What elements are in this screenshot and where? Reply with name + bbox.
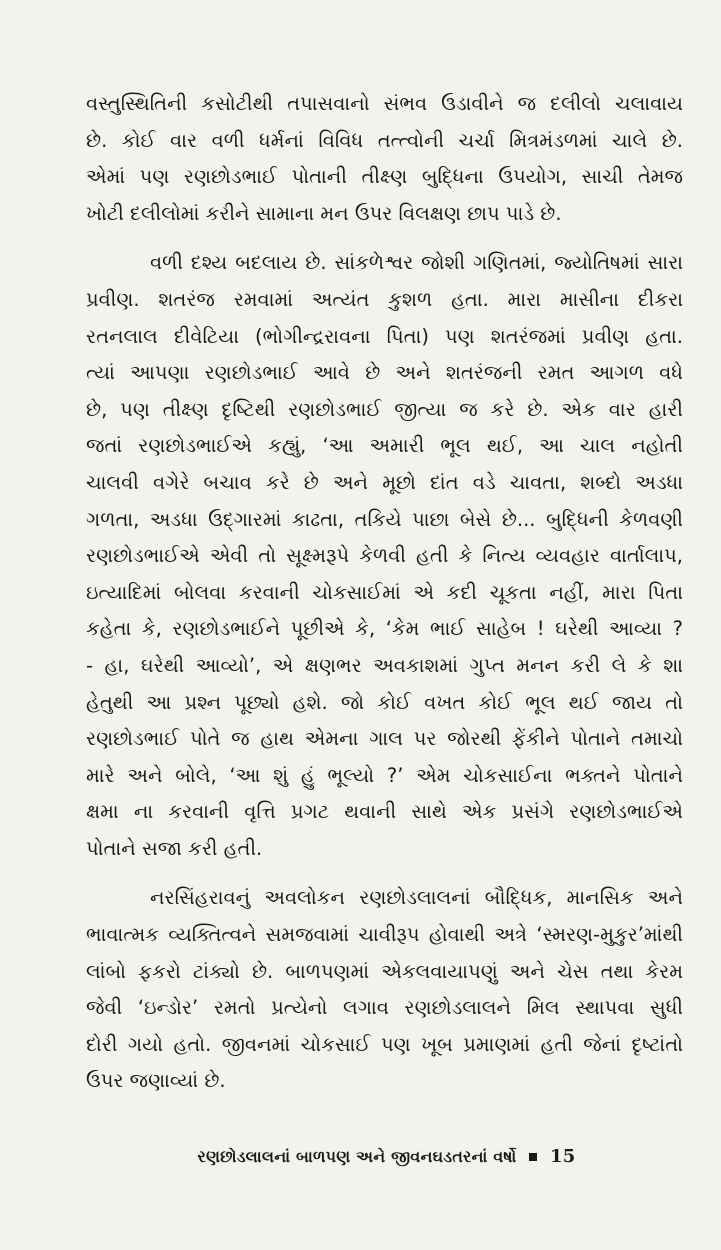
text-line: ખોટી દલીલોમાં કરીને સામાના મન ઉપર વિલક્ષણ છાપ પાડે છે. — [86, 201, 562, 225]
text-line: રતનલાલ દીવેટિયા (ભોગીન્દ્રરાવના પિતા) પણ શતરંજમાં પ્રવીણ હતા. — [86, 324, 683, 348]
page-number: 15 — [550, 1146, 576, 1167]
page-footer — [0, 1146, 721, 1167]
text-line: છે, પણ તીક્ષ્ણ દૃષ્ટિથી રણછોડભાઈ જીત્યા જ કરે છે. એક વાર હારી — [86, 397, 683, 421]
text-line: પોતાને સજા કરી હતી. — [86, 836, 263, 860]
text-line: ભાવાત્મક વ્યક્તિત્વને સમજવામાં ચાવીરૂપ હોવાથી અત્રે ‘સ્મરણ-મુકુર’માંથી — [86, 923, 683, 947]
square-bullet-icon — [529, 1153, 537, 1161]
paragraph-3 — [86, 880, 683, 1100]
text-line: ઇત્યાદિમાં બોલવા કરવાની ચોકસાઈમાં એ કદી ચૂકતા નહીં, મારા પિતા — [86, 580, 683, 604]
text-line: છે. કોઈ વાર વળી ધર્મનાં વિવિધ તત્ત્વોની ચર્ચા મિત્રમંડળમાં ચાલે છે. — [86, 128, 683, 152]
paragraph-2 — [86, 245, 683, 867]
text-line: એમાં પણ રણછોડભાઈ પોતાની તીક્ષ્ણ બુદ્ધિના ઉપયોગ, સાચી તેમજ — [86, 165, 683, 189]
text-line: પ્રવીણ. શતરંજ રમવામાં અત્યંત કુશળ હતા. મારા માસીના દીકરા — [86, 287, 683, 311]
text-line: ક્ષમા ના કરવાની વૃત્તિ પ્રગટ થવાની સાથે એક પ્રસંગે રણછોડભાઈએ — [86, 800, 683, 824]
text-line: લાંબો ફકરો ટાંક્યો છે. બાળપણમાં એકલવાયાપણું અને ચેસ તથા કેરમ — [86, 959, 683, 983]
text-line: ઉપર જણાવ્યાં છે. — [86, 1069, 226, 1093]
running-title: રણછોડલાલનાં બાળપણ અને જીવનઘડતરનાં વર્ષો — [197, 1147, 517, 1166]
text-line: વળી દશ્ય બદલાય છે. સાંકળેશ્વર જોશી ગણિતમાં, જ્યોતિષમાં સારા — [150, 251, 683, 275]
text-line: જેવી ‘ઇન્ડોર’ રમતો પ્રત્યેનો લગાવ રણછોડલાલને મિલ સ્થાપવા સુધી — [86, 996, 683, 1020]
text-line: દોરી ગયો હતો. જીવનમાં ચોકસાઈ પણ ખૂબ પ્રમાણમાં હતી જેનાં દૃષ્ટાંતો — [86, 1032, 683, 1056]
text-line: રણછોડભાઈ પોતે જ હાથ એમના ગાલ પર જોરથી ફેંકીને પોતાને તમાચો — [86, 727, 683, 751]
text-line: ત્યાં આપણા રણછોડભાઈ આવે છે અને શતરંજની રમત આગળ વધે — [86, 361, 683, 385]
text-line: જતાં રણછોડભાઈએ કહ્યું, ‘આ અમારી ભૂલ થઈ, આ ચાલ નહોતી — [86, 434, 683, 458]
text-line: રણછોડભાઈએ એવી તો સૂક્ષ્મરૂપે કેળવી હતી કે નિત્ય વ્યવહાર વાર્તાલાપ, — [86, 544, 683, 568]
text-line: ગળતા, અડધા ઉદ્‌ગારમાં કાઢતા, તકિયે પાછા બેસે છે... બુદ્ધિની કેળવણી — [86, 507, 683, 531]
text-line: - હા, ઘરેથી આવ્યો’, એ ક્ષણભર અવકાશમાં ગુપ્ત મનન કરી લે કે શા — [86, 653, 683, 677]
text-line: નરસિંહરાવનું અવલોકન રણછોડલાલનાં બૌદ્ધિક, માનસિક અને — [150, 886, 683, 910]
paragraph-1 — [86, 86, 683, 232]
text-line: ચાલવી વગેરે બચાવ કરે છે અને મૂછો દાંત વડે ચાવતા, શબ્દો અડધા — [86, 470, 683, 494]
text-line: મારે અને બોલે, ‘આ શું હું ભૂલ્યો ?’ એમ ચોકસાઈના ભક્તને પોતાને — [86, 763, 683, 787]
text-line: વસ્તુસ્થિતિની કસોટીથી તપાસવાનો સંભવ ઉડાવીને જ દલીલો ચલાવાય — [86, 92, 683, 115]
text-line: હેતુથી આ પ્રશ્ન પૂછ્યો હશે. જો કોઈ વખત કોઈ ભૂલ થઈ જાય તો — [86, 690, 683, 714]
text-line: કહેતા કે, રણછોડભાઈને પૂછીએ કે, ‘કેમ ભાઈ સાહેબ ! ઘરેથી આવ્યા ? — [86, 617, 683, 641]
